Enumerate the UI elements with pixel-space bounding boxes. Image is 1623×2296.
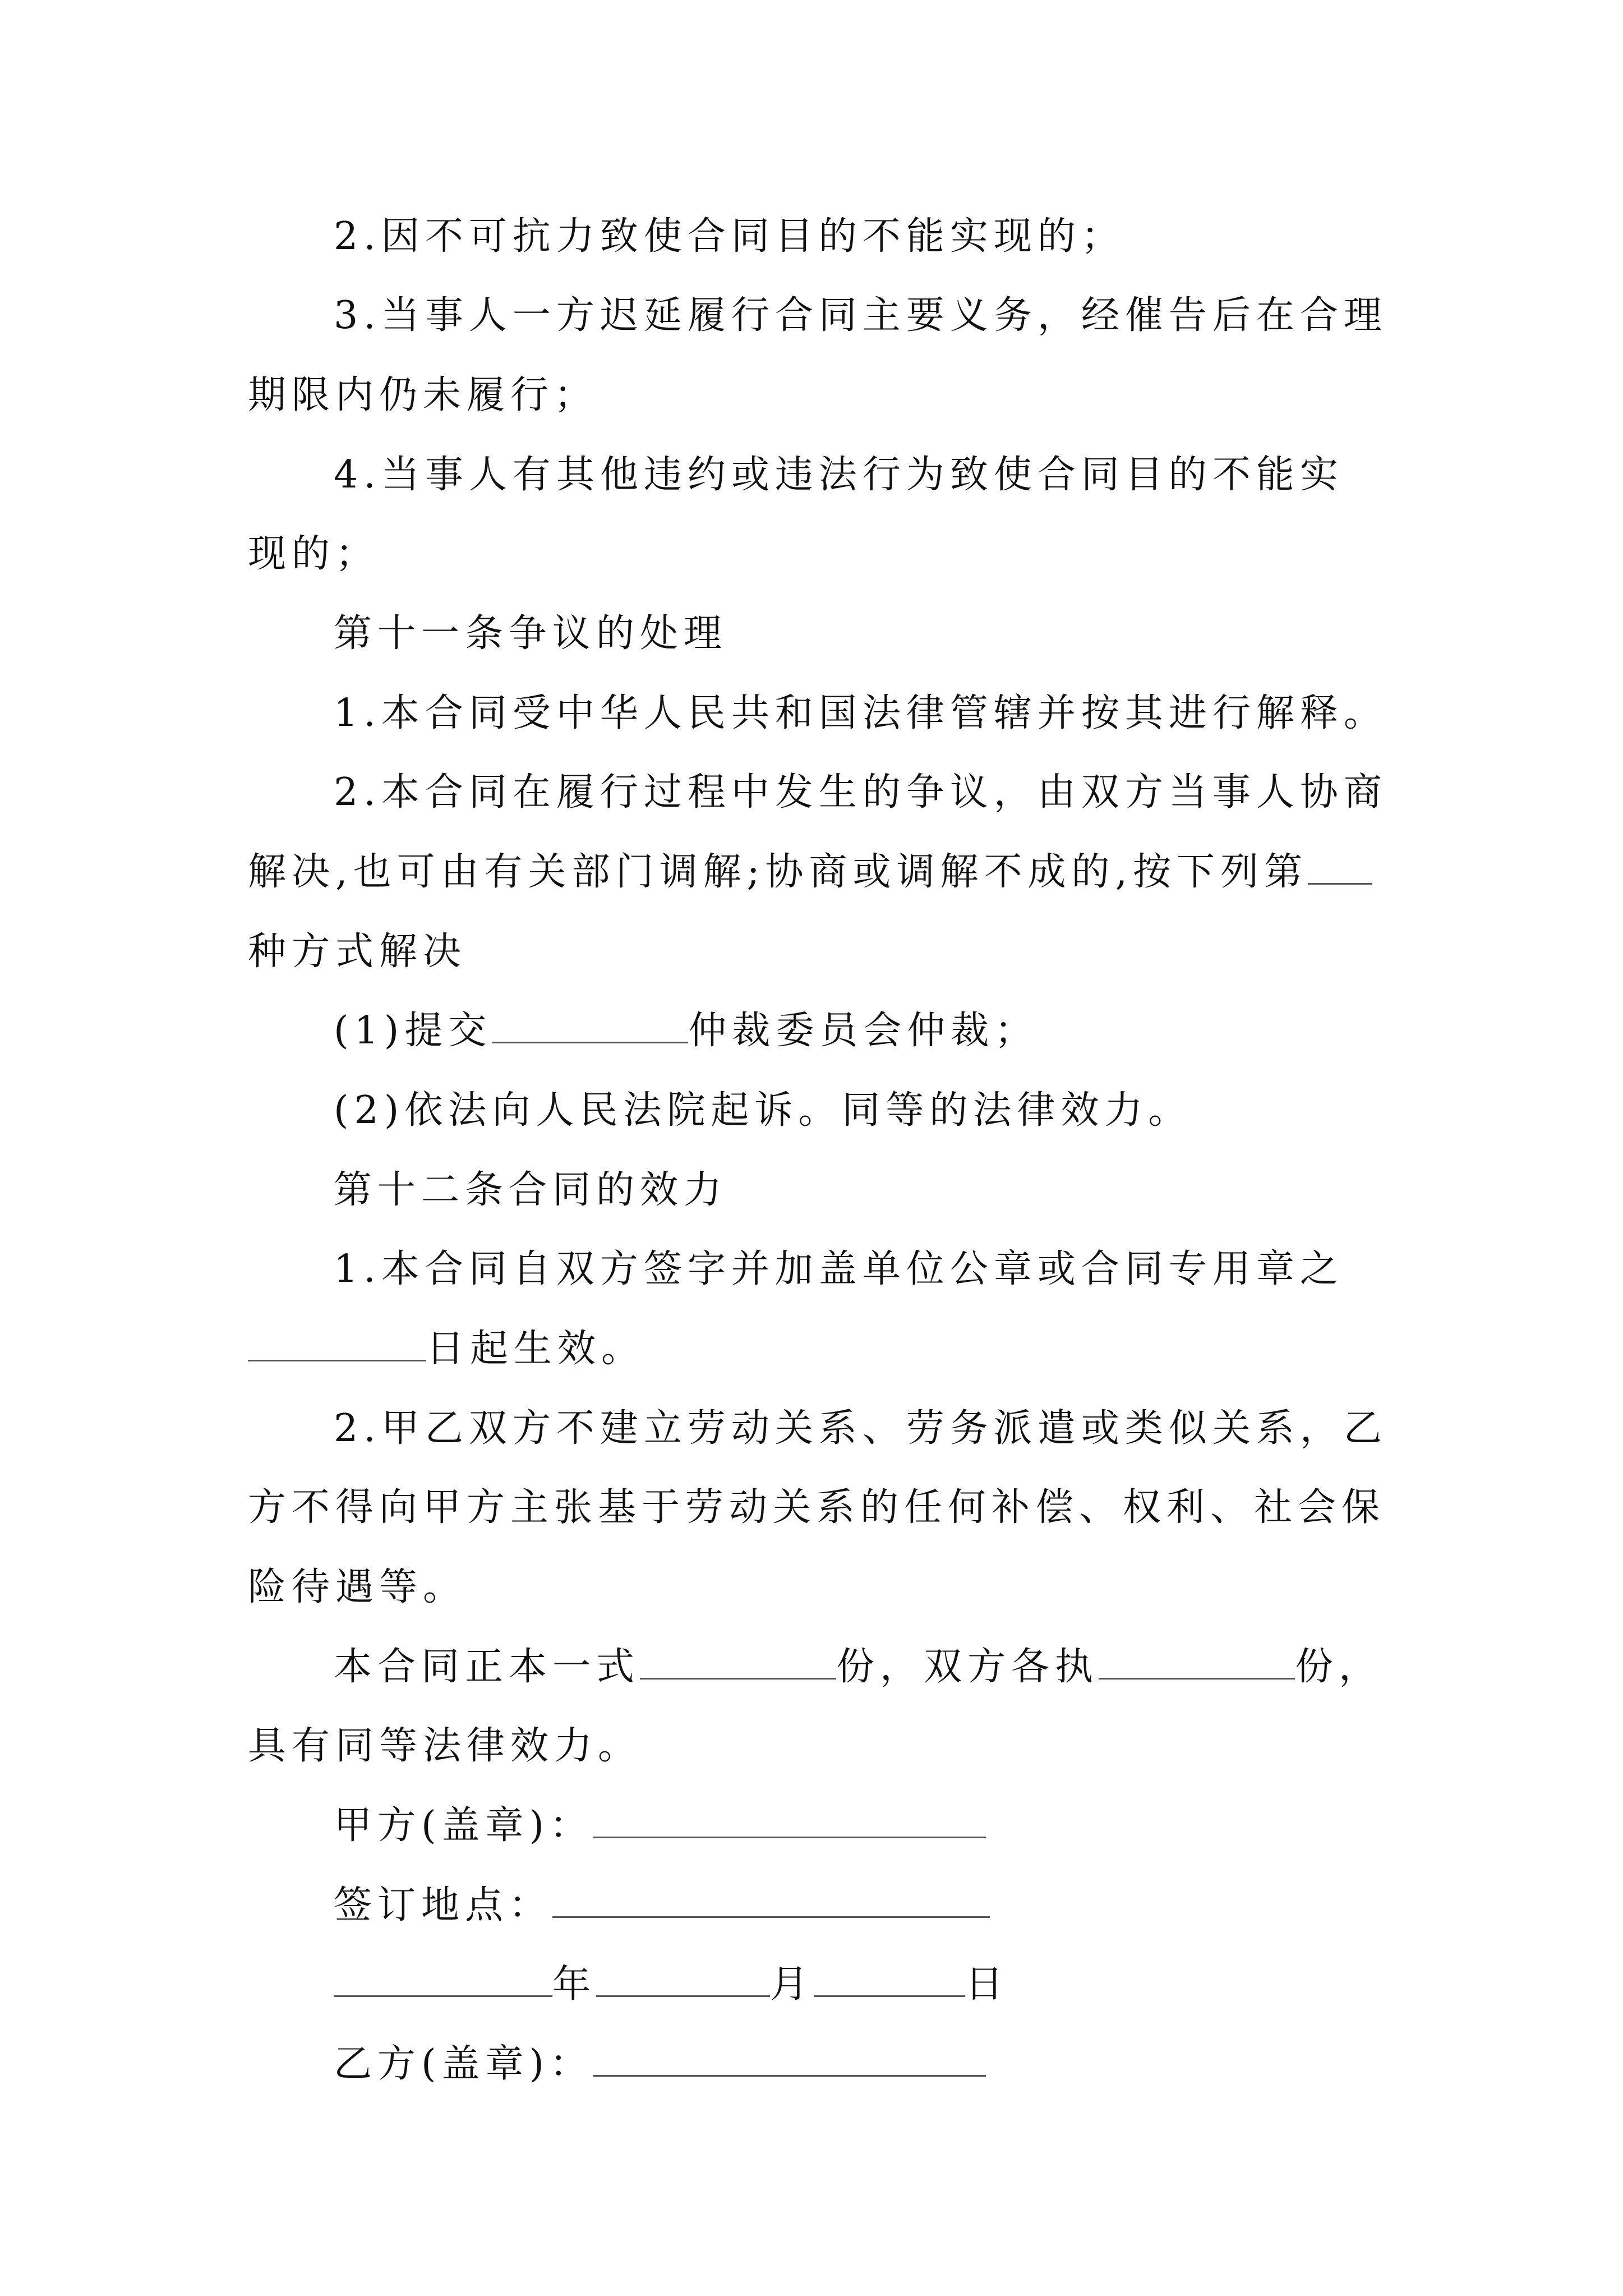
line-text: 1.本合同自双方签字并加盖单位公章或合同专用章之 [334,1247,1344,1291]
line-text: 现的； [248,532,380,576]
article-11-heading [334,603,1623,665]
line-text: 日起生效。 [426,1327,645,1371]
article-11-item-2 [334,762,1623,823]
signing-place-label: 签订地点： [334,1883,553,1927]
method-number-blank[interactable] [1308,849,1372,885]
signing-place-field[interactable] [552,1883,990,1918]
article-12-item-2-cont [248,1477,1623,1539]
arbitration-commission-blank[interactable] [492,1008,688,1043]
article-12-item-2-cont2 [248,1557,1623,1618]
copies-clause-cont [248,1715,1623,1777]
month-field[interactable] [596,1962,770,1997]
month-label: 月 [770,1962,814,2007]
line-text: (2)依法向人民法院起诉。同等的法律效力。 [334,1088,1192,1133]
article-12-item-1 [334,1239,1623,1300]
day-label: 日 [965,1962,1009,2007]
line-text: (1)提交 [334,1009,492,1053]
line-text: 种方式解决 [248,930,467,974]
article-12-heading [334,1159,1623,1221]
article-12-item-2 [334,1398,1623,1460]
line-text: 解决,也可由有关部门调解;协商或调解不成的,按下列第 [248,850,1308,894]
line-text: 具有同等法律效力。 [248,1724,642,1768]
line-text: 2.甲乙双方不建立劳动关系、劳务派遣或类似关系，乙 [334,1406,1387,1451]
article-12-item-1-cont [248,1318,1623,1380]
signing-date-line [334,1954,1623,2016]
line-text: 险待遇等。 [248,1565,467,1609]
year-label: 年 [552,1962,597,2007]
clause-10-item-4 [334,444,1623,506]
arbitration-option [334,1000,1623,1062]
party-b-seal-field[interactable] [593,2041,986,2077]
copies-each-blank[interactable] [1099,1644,1295,1680]
article-11-item-1 [334,683,1623,744]
line-text: 期限内仍未履行； [248,373,598,417]
line-text: 2.本合同在履行过程中发生的争议，由双方当事人协商 [334,770,1387,815]
line-text: 份， [1295,1645,1383,1689]
line-text: 方不得向甲方主张基于劳动关系的任何补偿、权利、社会保 [248,1485,1386,1530]
clause-10-item-4-cont [248,523,1623,585]
clause-10-item-3-cont [248,365,1623,426]
party-b-seal-line [334,2033,1623,2095]
section-heading: 第十一条争议的处理 [334,611,728,656]
year-field[interactable] [334,1962,552,1997]
article-11-item-2-cont [248,841,1623,903]
copies-clause [334,1636,1623,1698]
clause-10-item-3 [334,285,1623,347]
line-text: 3.当事人一方迟延履行合同主要义务，经催告后在合理 [334,293,1387,338]
effective-date-blank[interactable] [248,1326,426,1361]
clause-10-item-2 [334,206,1623,268]
line-text: 4.当事人有其他违约或违法行为致使合同目的不能实 [334,453,1344,497]
party-a-label: 甲方(盖章)： [334,1803,594,1848]
party-a-seal-line [334,1795,1623,1857]
line-text: 仲裁委员会仲裁； [688,1009,1039,1053]
article-11-item-2-cont2 [248,921,1623,983]
line-text: 本合同正本一式 [334,1645,640,1689]
party-b-label: 乙方(盖章)： [334,2042,594,2086]
litigation-option [334,1080,1623,1142]
line-text: 份，双方各执 [836,1645,1099,1689]
original-copies-blank[interactable] [640,1644,836,1680]
line-text: 2.因不可抗力致使合同目的不能实现的； [334,214,1125,259]
signing-place-line [334,1875,1623,1936]
party-a-seal-field[interactable] [593,1803,986,1838]
day-field[interactable] [814,1962,965,1997]
section-heading: 第十二条合同的效力 [334,1168,728,1212]
line-text: 1.本合同受中华人民共和国法律管辖并按其进行解释。 [334,691,1387,735]
